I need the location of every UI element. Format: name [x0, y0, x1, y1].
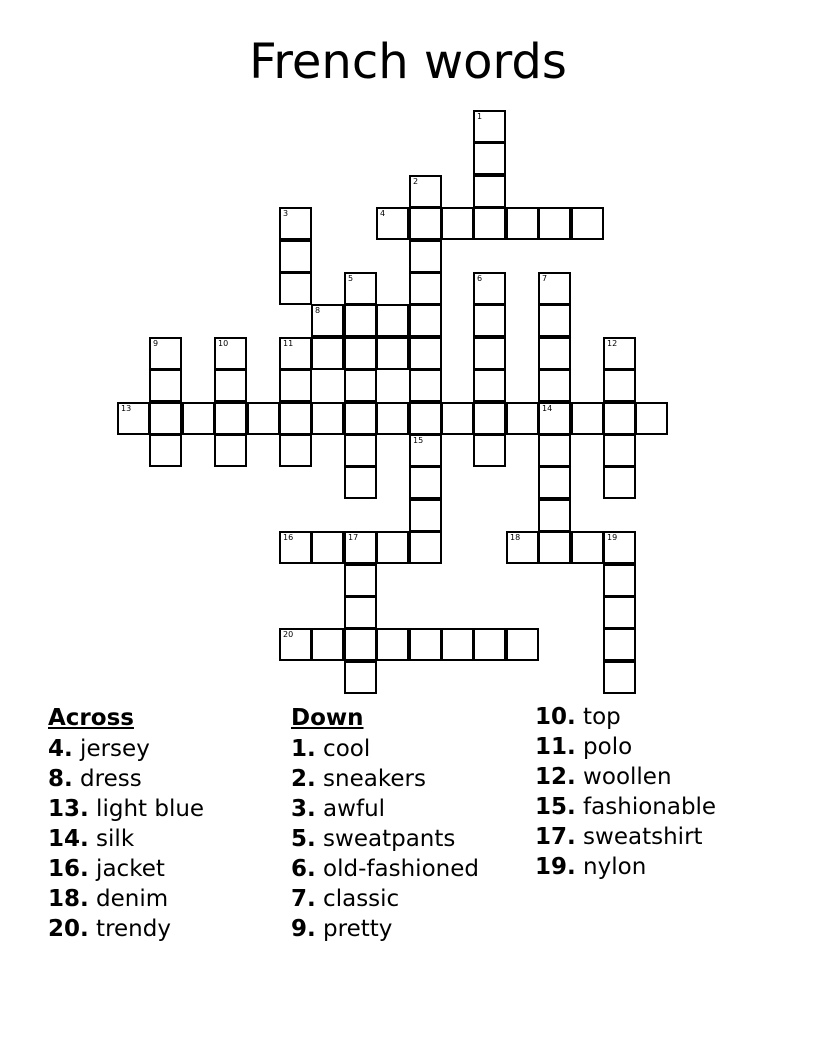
grid-cell[interactable]	[506, 207, 539, 240]
grid-cell[interactable]	[149, 337, 182, 370]
grid-cell[interactable]	[409, 272, 442, 305]
clue	[291, 854, 479, 884]
grid-cell[interactable]	[473, 272, 506, 305]
grid-cell[interactable]	[376, 628, 409, 661]
grid-cell[interactable]	[344, 402, 377, 435]
clue-text: jacket	[88, 856, 165, 882]
grid-cell[interactable]	[538, 369, 571, 402]
clue-text: cool	[315, 736, 371, 762]
clue-text: denim	[88, 886, 169, 912]
grid-cell[interactable]	[344, 661, 377, 694]
grid-cell[interactable]	[603, 466, 636, 499]
clue-number-label: 2.	[291, 766, 316, 792]
grid-cell[interactable]	[279, 240, 312, 273]
grid-cell[interactable]	[344, 531, 377, 564]
grid-cell[interactable]	[376, 304, 409, 337]
grid-cell[interactable]	[344, 596, 377, 629]
clue	[535, 822, 716, 852]
clue-text: dress	[72, 766, 142, 792]
grid-cell[interactable]	[473, 304, 506, 337]
grid-cell[interactable]	[538, 402, 571, 435]
grid-cell[interactable]	[409, 466, 442, 499]
clue-text: pretty	[315, 916, 393, 942]
grid-cell[interactable]	[473, 207, 506, 240]
clue-number: 17	[348, 533, 359, 542]
grid-cell[interactable]	[344, 369, 377, 402]
clue-number: 1	[477, 112, 483, 121]
grid-cell[interactable]	[279, 207, 312, 240]
clue-number-label: 17.	[535, 824, 576, 850]
grid-cell[interactable]	[376, 207, 409, 240]
clue-number: 10	[218, 339, 229, 348]
clue	[291, 734, 479, 764]
grid-cell[interactable]	[311, 628, 344, 661]
grid-cell[interactable]	[311, 304, 344, 337]
clue-number: 19	[607, 533, 618, 542]
grid-cell[interactable]	[603, 369, 636, 402]
grid-cell[interactable]	[538, 337, 571, 370]
grid-cell[interactable]	[409, 207, 442, 240]
grid-cell[interactable]	[473, 434, 506, 467]
grid-cell[interactable]	[571, 207, 604, 240]
grid-cell[interactable]	[344, 466, 377, 499]
grid-cell[interactable]	[279, 531, 312, 564]
grid-cell[interactable]	[409, 402, 442, 435]
grid-cell[interactable]	[473, 628, 506, 661]
grid-cell[interactable]	[279, 434, 312, 467]
grid-cell[interactable]	[538, 499, 571, 532]
clue	[535, 702, 716, 732]
clue-number-label: 19.	[535, 854, 576, 880]
grid-cell[interactable]	[409, 499, 442, 532]
grid-cell[interactable]	[311, 531, 344, 564]
grid-cell[interactable]	[441, 207, 474, 240]
clue-number: 14	[542, 404, 553, 413]
clue	[48, 854, 204, 884]
grid-cell[interactable]	[603, 661, 636, 694]
grid-cell[interactable]	[344, 564, 377, 597]
clue-number: 8	[315, 306, 321, 315]
clue	[291, 884, 479, 914]
clue-number-label: 7.	[291, 886, 316, 912]
clue-text: sweatpants	[315, 826, 456, 852]
grid-cell[interactable]	[506, 402, 539, 435]
clue	[48, 884, 204, 914]
clue-number: 5	[348, 274, 354, 283]
clue-number: 18	[510, 533, 521, 542]
clue-number: 20	[283, 630, 294, 639]
grid-cell[interactable]	[409, 434, 442, 467]
grid-cell[interactable]	[409, 304, 442, 337]
clue-text: trendy	[88, 916, 171, 942]
clue-text: awful	[315, 796, 386, 822]
grid-cell[interactable]	[603, 434, 636, 467]
grid-cell[interactable]	[376, 531, 409, 564]
clue-number-label: 11.	[535, 734, 576, 760]
clue	[48, 764, 204, 794]
clue-number-label: 3.	[291, 796, 316, 822]
clue	[291, 824, 479, 854]
clue	[535, 732, 716, 762]
grid-cell[interactable]	[279, 402, 312, 435]
clue	[535, 852, 716, 882]
grid-cell[interactable]	[441, 402, 474, 435]
grid-cell[interactable]	[376, 337, 409, 370]
clue-text: woollen	[575, 764, 672, 790]
grid-cell[interactable]	[409, 240, 442, 273]
clue	[48, 824, 204, 854]
clue-number-label: 10.	[535, 704, 576, 730]
grid-cell[interactable]	[149, 369, 182, 402]
clue-number: 16	[283, 533, 294, 542]
grid-cell[interactable]	[279, 369, 312, 402]
clue-text: silk	[88, 826, 135, 852]
grid-cell[interactable]	[344, 434, 377, 467]
grid-cell[interactable]	[635, 402, 668, 435]
grid-cell[interactable]	[344, 337, 377, 370]
clue-text: fashionable	[575, 794, 717, 820]
clue-text: old-fashioned	[315, 856, 479, 882]
across-clues	[48, 702, 204, 944]
grid-cell[interactable]	[311, 337, 344, 370]
clue	[48, 794, 204, 824]
grid-cell[interactable]	[538, 272, 571, 305]
grid-cell[interactable]	[571, 402, 604, 435]
grid-cell[interactable]	[182, 402, 215, 435]
clue	[535, 762, 716, 792]
clue-number-label: 8.	[48, 766, 73, 792]
grid-cell[interactable]	[571, 531, 604, 564]
grid-cell[interactable]	[149, 434, 182, 467]
clue-text: nylon	[575, 854, 647, 880]
clue-text: top	[575, 704, 621, 730]
clue-number: 3	[283, 209, 289, 218]
puzzle-title: French words	[249, 34, 567, 90]
grid-cell[interactable]	[603, 402, 636, 435]
grid-cell[interactable]	[409, 175, 442, 208]
grid-cell[interactable]	[344, 628, 377, 661]
across-clue-list	[48, 734, 204, 944]
across-heading: Across	[48, 705, 134, 731]
grid-cell[interactable]	[311, 402, 344, 435]
down-clue-list	[291, 734, 479, 944]
grid-cell[interactable]	[473, 175, 506, 208]
grid-cell[interactable]	[279, 337, 312, 370]
clue-number-label: 16.	[48, 856, 89, 882]
clue	[291, 914, 479, 944]
clue-number-label: 14.	[48, 826, 89, 852]
grid-cell[interactable]	[473, 142, 506, 175]
clue-number-label: 18.	[48, 886, 89, 912]
clue-text: classic	[315, 886, 400, 912]
grid-cell[interactable]	[603, 596, 636, 629]
clue	[535, 792, 716, 822]
grid-cell[interactable]	[409, 531, 442, 564]
clue-number: 7	[542, 274, 548, 283]
grid-cell[interactable]	[214, 337, 247, 370]
clue-number-label: 12.	[535, 764, 576, 790]
clue-number: 2	[413, 177, 419, 186]
grid-cell[interactable]	[603, 531, 636, 564]
down-heading: Down	[291, 705, 364, 731]
clue	[48, 914, 204, 944]
grid-cell[interactable]	[506, 628, 539, 661]
grid-cell[interactable]	[149, 402, 182, 435]
grid-cell[interactable]	[473, 337, 506, 370]
grid-cell[interactable]	[409, 337, 442, 370]
grid-cell[interactable]	[473, 110, 506, 143]
grid-cell[interactable]	[344, 304, 377, 337]
grid-cell[interactable]	[603, 564, 636, 597]
clue-number-label: 9.	[291, 916, 316, 942]
clue-number: 13	[121, 404, 132, 413]
down-clues-continued	[535, 702, 716, 882]
clue-text: jersey	[72, 736, 150, 762]
clue-text: sweatshirt	[575, 824, 703, 850]
clue-number: 12	[607, 339, 618, 348]
clue-number: 11	[283, 339, 294, 348]
clue-number: 15	[413, 436, 424, 445]
clue	[291, 764, 479, 794]
grid-cell[interactable]	[473, 369, 506, 402]
grid-cell[interactable]	[214, 402, 247, 435]
down-clue-list-continued	[535, 702, 716, 882]
grid-cell[interactable]	[279, 272, 312, 305]
grid-cell[interactable]	[279, 628, 312, 661]
clue-text: light blue	[88, 796, 205, 822]
clue	[291, 794, 479, 824]
grid-cell[interactable]	[409, 369, 442, 402]
clue-text: sneakers	[315, 766, 426, 792]
clue-number-label: 13.	[48, 796, 89, 822]
grid-cell[interactable]	[538, 207, 571, 240]
clue-number: 9	[153, 339, 159, 348]
clue-number-label: 1.	[291, 736, 316, 762]
grid-cell[interactable]	[538, 304, 571, 337]
grid-cell[interactable]	[247, 402, 280, 435]
clue-number-label: 5.	[291, 826, 316, 852]
grid-cell[interactable]	[117, 402, 150, 435]
down-clues	[291, 702, 479, 944]
clue-number-label: 4.	[48, 736, 73, 762]
grid-cell[interactable]	[344, 272, 377, 305]
clue-number: 4	[380, 209, 386, 218]
clue-number-label: 20.	[48, 916, 89, 942]
grid-cell[interactable]	[538, 434, 571, 467]
clue	[48, 734, 204, 764]
clue-number-label: 15.	[535, 794, 576, 820]
grid-cell[interactable]	[409, 628, 442, 661]
grid-cell[interactable]	[603, 628, 636, 661]
grid-cell[interactable]	[506, 531, 539, 564]
grid-cell[interactable]	[538, 466, 571, 499]
grid-cell[interactable]	[214, 434, 247, 467]
clue-text: polo	[575, 734, 633, 760]
grid-cell[interactable]	[473, 402, 506, 435]
grid-cell[interactable]	[441, 628, 474, 661]
clue-number-label: 6.	[291, 856, 316, 882]
grid-cell[interactable]	[376, 402, 409, 435]
grid-cell[interactable]	[603, 337, 636, 370]
grid-cell[interactable]	[538, 531, 571, 564]
clue-number: 6	[477, 274, 483, 283]
grid-cell[interactable]	[214, 369, 247, 402]
